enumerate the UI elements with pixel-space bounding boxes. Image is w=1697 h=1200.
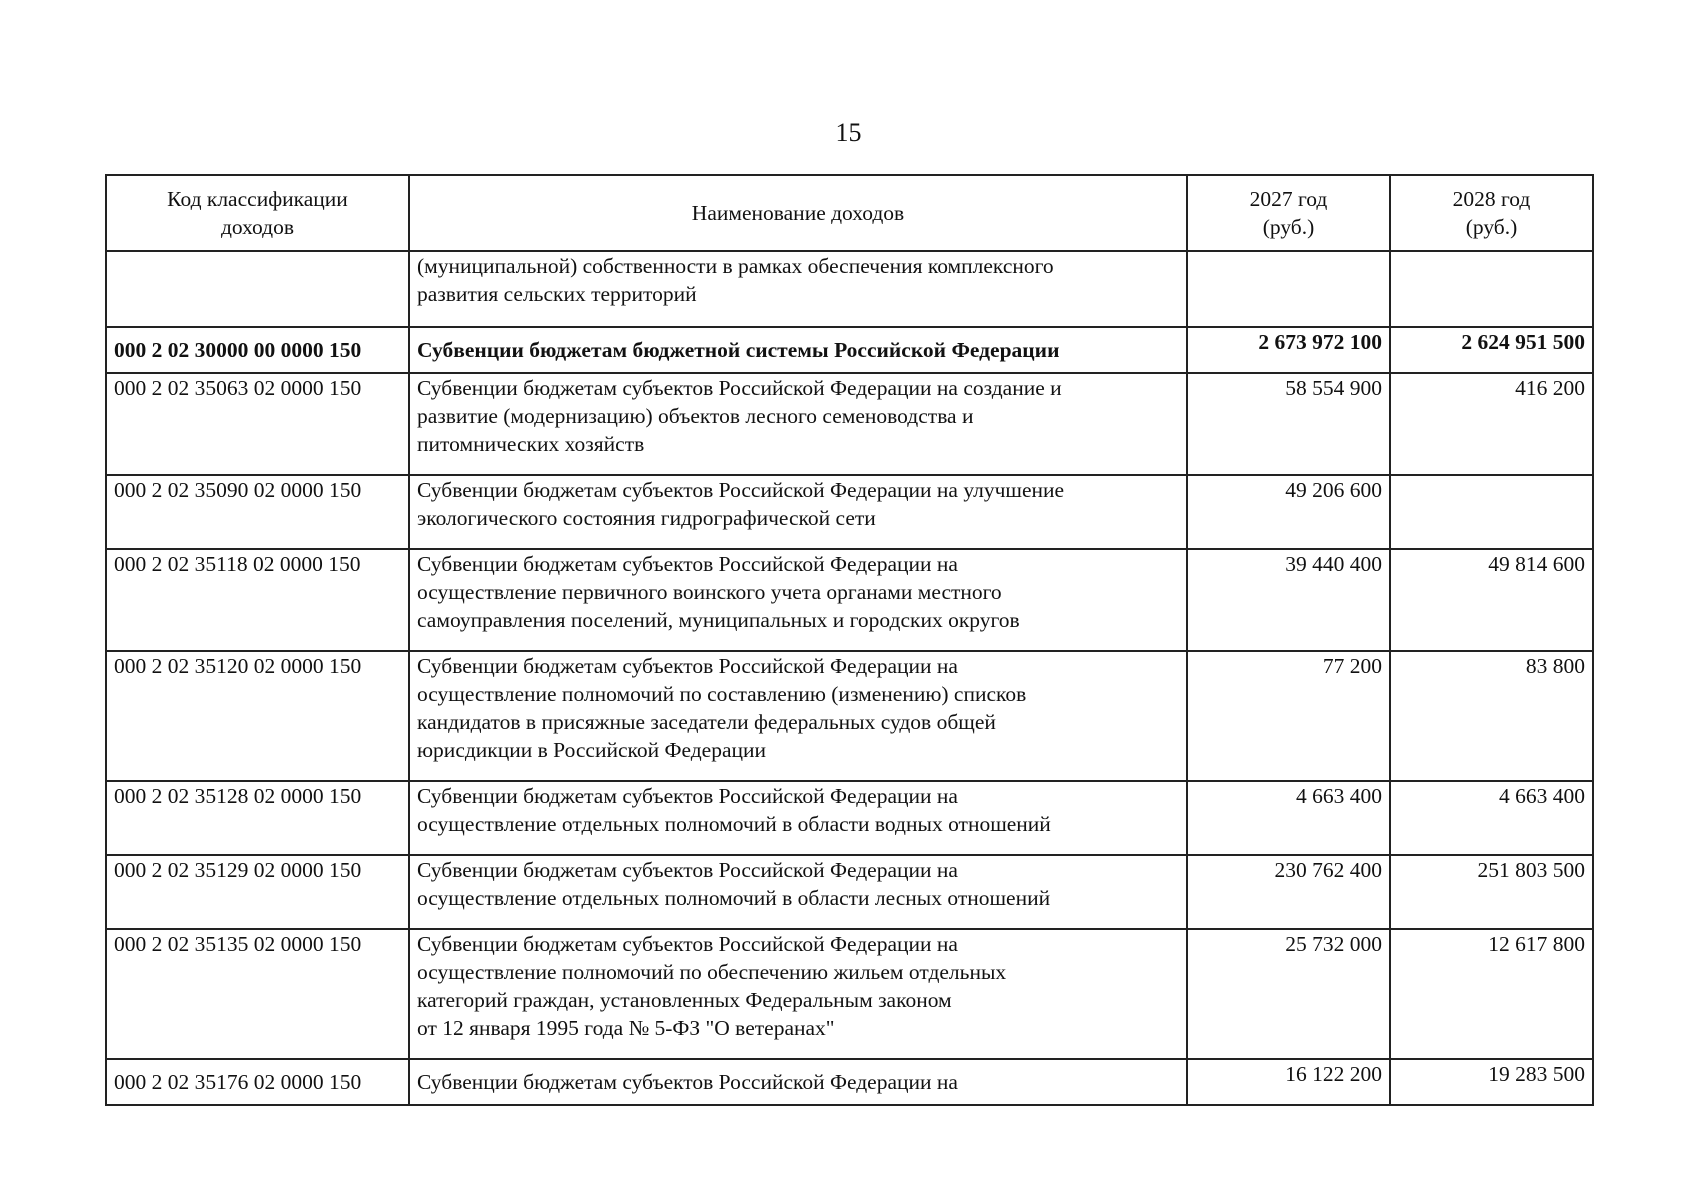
amount-2027-cell: 4 663 400 xyxy=(1187,781,1390,855)
code-cell xyxy=(106,251,409,327)
name-line: осуществление отдельных полномочий в области лесных отношений xyxy=(417,886,1051,910)
name-line: Субвенции бюджетам субъектов Российской Федерации на xyxy=(417,932,958,956)
name-line: юрисдикции в Российской Федерации xyxy=(417,738,767,762)
table-row xyxy=(106,373,1593,475)
header-year-label: 2027 год xyxy=(1249,187,1328,211)
name-line: развитие (модернизацию) объектов лесного семеноводства и xyxy=(417,404,974,428)
income-table xyxy=(105,174,1594,1106)
name-line: Субвенции бюджетам субъектов Российской Федерации на xyxy=(417,784,958,808)
amount-2028-cell xyxy=(1390,251,1593,327)
table-row xyxy=(106,549,1593,651)
table-row xyxy=(106,475,1593,549)
table-row xyxy=(106,929,1593,1059)
amount-2028-cell: 83 800 xyxy=(1390,651,1593,781)
table-row xyxy=(106,651,1593,781)
name-line: категорий граждан, установленных Федеральным законом xyxy=(417,988,952,1012)
name-cell xyxy=(409,327,1187,373)
name-line: от 12 января 1995 года № 5-ФЗ "О ветеранах" xyxy=(417,1016,835,1040)
amount-2028-cell: 12 617 800 xyxy=(1390,929,1593,1059)
code-cell: 000 2 02 30000 00 0000 150 xyxy=(106,327,409,373)
name-line: осуществление полномочий по обеспечению жильем отдельных xyxy=(417,960,1007,984)
name-cell xyxy=(409,1059,1187,1105)
header-unit-label: (руб.) xyxy=(1465,215,1518,239)
amount-2028-cell: 416 200 xyxy=(1390,373,1593,475)
name-line: Субвенции бюджетам субъектов Российской Федерации на xyxy=(417,552,958,576)
name-line: Субвенции бюджетам субъектов Российской Федерации на xyxy=(417,654,958,678)
amount-2027-cell: 2 673 972 100 xyxy=(1187,327,1390,373)
amount-2027-cell: 25 732 000 xyxy=(1187,929,1390,1059)
amount-2028-cell: 2 624 951 500 xyxy=(1390,327,1593,373)
code-cell: 000 2 02 35118 02 0000 150 xyxy=(106,549,409,651)
name-cell xyxy=(409,549,1187,651)
amount-2028-cell: 49 814 600 xyxy=(1390,549,1593,651)
amount-2027-cell: 39 440 400 xyxy=(1187,549,1390,651)
name-line: осуществление отдельных полномочий в области водных отношений xyxy=(417,812,1051,836)
table-row xyxy=(106,251,1593,327)
header-code-line: доходов xyxy=(220,215,295,239)
table-row xyxy=(106,1059,1593,1105)
header-code xyxy=(106,175,409,251)
name-line: экологического состояния гидрографической сети xyxy=(417,506,876,530)
amount-2027-cell: 58 554 900 xyxy=(1187,373,1390,475)
name-line: Субвенции бюджетам субъектов Российской Федерации на создание и xyxy=(417,376,1062,400)
name-cell xyxy=(409,855,1187,929)
code-cell: 000 2 02 35176 02 0000 150 xyxy=(106,1059,409,1105)
name-line: Субвенции бюджетам бюджетной системы Российской Федерации xyxy=(417,338,1060,362)
name-line: питомнических хозяйств xyxy=(417,432,645,456)
amount-2027-cell: 230 762 400 xyxy=(1187,855,1390,929)
name-line: (муниципальной) собственности в рамках обеспечения комплексного xyxy=(417,254,1054,278)
name-line: Субвенции бюджетам субъектов Российской Федерации на xyxy=(417,858,958,882)
name-line: самоуправления поселений, муниципальных и городских округов xyxy=(417,608,1020,632)
code-cell: 000 2 02 35120 02 0000 150 xyxy=(106,651,409,781)
header-unit-label: (руб.) xyxy=(1262,215,1315,239)
code-cell: 000 2 02 35090 02 0000 150 xyxy=(106,475,409,549)
name-line: Субвенции бюджетам субъектов Российской Федерации на xyxy=(417,1070,958,1094)
header-name: Наименование доходов xyxy=(409,175,1187,251)
table-row-total xyxy=(106,327,1593,373)
name-cell xyxy=(409,251,1187,327)
name-line: кандидатов в присяжные заседатели федеральных судов общей xyxy=(417,710,996,734)
code-cell: 000 2 02 35135 02 0000 150 xyxy=(106,929,409,1059)
amount-2027-cell xyxy=(1187,251,1390,327)
name-line: Субвенции бюджетам субъектов Российской Федерации на улучшение xyxy=(417,478,1065,502)
amount-2028-cell: 19 283 500 xyxy=(1390,1059,1593,1105)
name-cell xyxy=(409,781,1187,855)
name-cell xyxy=(409,475,1187,549)
amount-2027-cell: 77 200 xyxy=(1187,651,1390,781)
header-year-2028 xyxy=(1390,175,1593,251)
name-cell xyxy=(409,651,1187,781)
amount-2028-cell xyxy=(1390,475,1593,549)
name-line: развития сельских территорий xyxy=(417,282,697,306)
code-cell: 000 2 02 35128 02 0000 150 xyxy=(106,781,409,855)
table-header-row xyxy=(106,175,1593,251)
header-year-label: 2028 год xyxy=(1452,187,1531,211)
amount-2028-cell: 4 663 400 xyxy=(1390,781,1593,855)
code-cell: 000 2 02 35063 02 0000 150 xyxy=(106,373,409,475)
code-cell: 000 2 02 35129 02 0000 150 xyxy=(106,855,409,929)
table-row xyxy=(106,855,1593,929)
name-line: осуществление первичного воинского учета органами местного xyxy=(417,580,1002,604)
amount-2027-cell: 49 206 600 xyxy=(1187,475,1390,549)
header-code-line: Код классификации xyxy=(167,187,348,211)
page-number: 15 xyxy=(835,118,862,147)
amount-2027-cell: 16 122 200 xyxy=(1187,1059,1390,1105)
name-cell xyxy=(409,373,1187,475)
name-line: осуществление полномочий по составлению (изменению) списков xyxy=(417,682,1027,706)
header-year-2027 xyxy=(1187,175,1390,251)
name-cell xyxy=(409,929,1187,1059)
amount-2028-cell: 251 803 500 xyxy=(1390,855,1593,929)
table-row xyxy=(106,781,1593,855)
